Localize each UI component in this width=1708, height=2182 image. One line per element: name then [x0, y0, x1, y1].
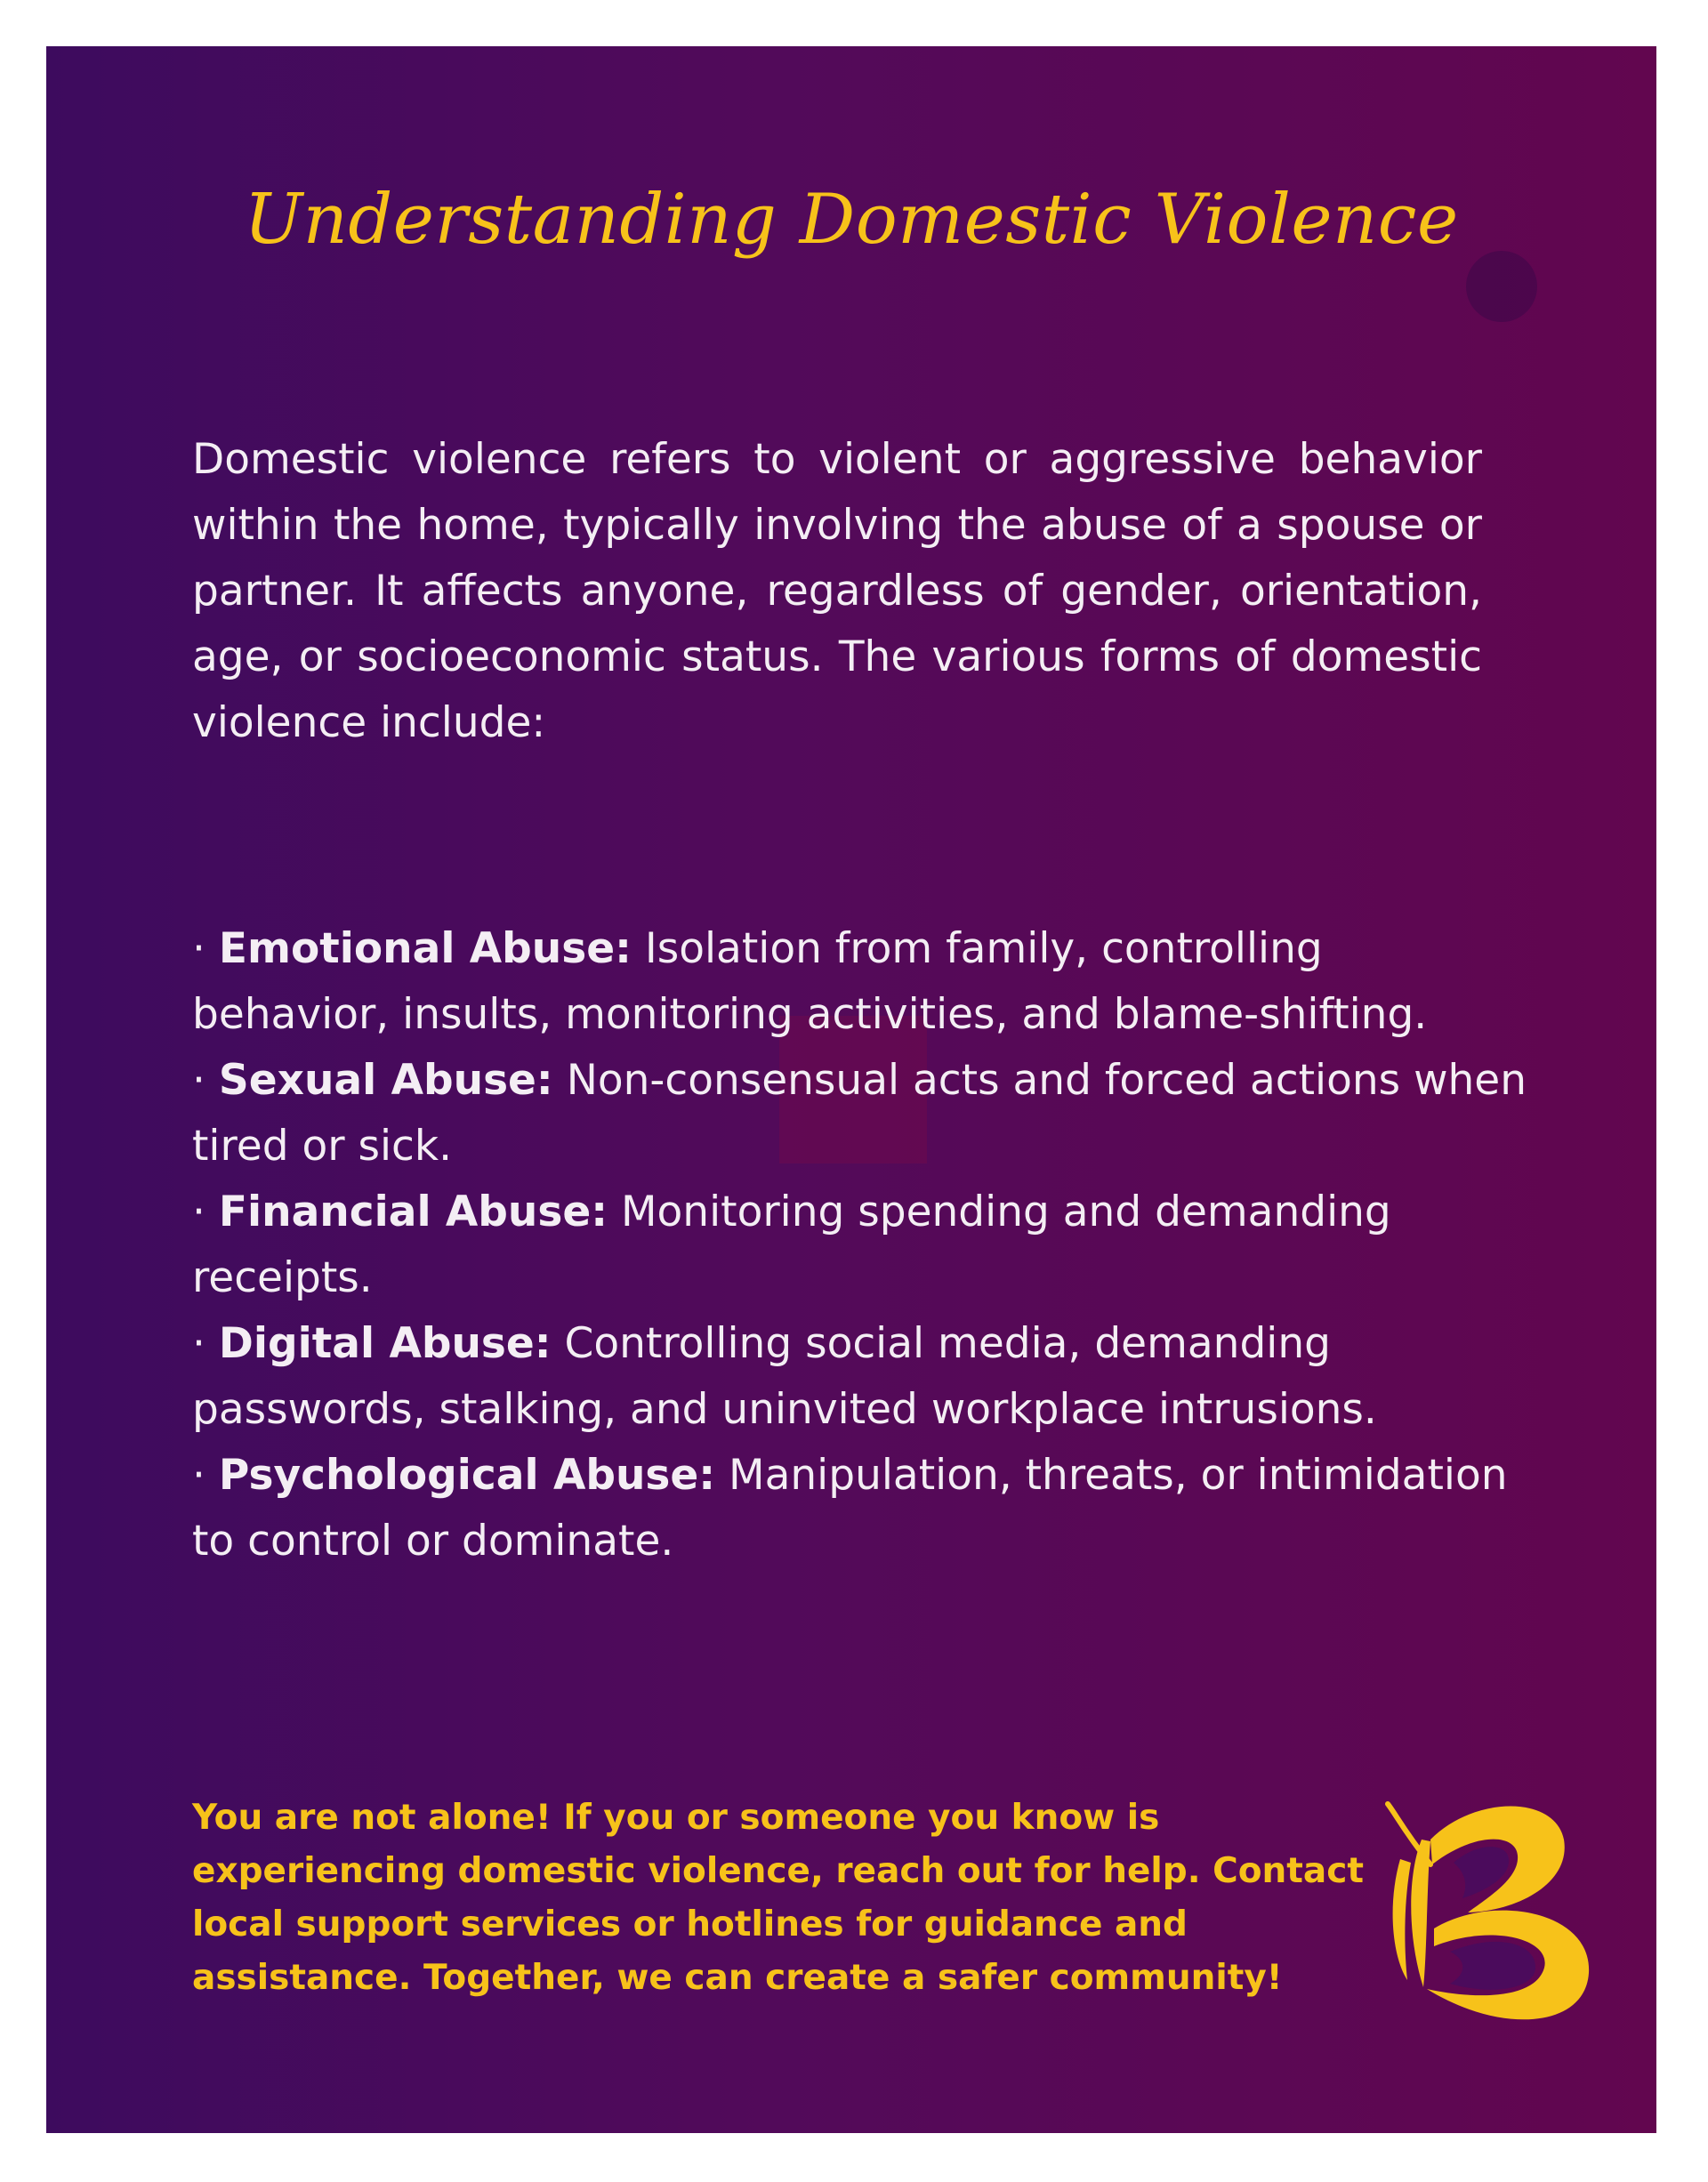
bullet: · — [192, 1056, 205, 1105]
list-item — [192, 916, 1527, 1048]
list-item-term: Financial Abuse: — [218, 1188, 608, 1236]
list-item — [192, 1180, 1527, 1311]
poster — [46, 46, 1656, 2133]
list-item-term: Sexual Abuse: — [218, 1056, 553, 1105]
list-item-text: Isolation from family, controlling behavior, insults, monitoring activities, and blame-shifting. — [192, 924, 1428, 1039]
bullet: · — [192, 1451, 205, 1500]
list-item — [192, 1443, 1527, 1574]
list-item-term: Psychological Abuse: — [218, 1451, 716, 1500]
bullet: · — [192, 1188, 205, 1236]
intro-paragraph: Domestic violence refers to violent or aggressive behavior within the home, typically involving the abuse of a spouse or partner. It affects anyone, regardless of gender, orientation, age, or socioeconomic status. The various forms of domestic violence include: — [192, 435, 1482, 747]
list-item-text: Manipulation, threats, or intimidation to control or dominate. — [192, 1451, 1508, 1566]
list-item-text: Controlling social media, demanding passwords, stalking, and uninvited workplace intrusions. — [192, 1319, 1377, 1434]
list-item-text: Monitoring spending and demanding receipts. — [192, 1188, 1391, 1302]
list-item — [192, 1048, 1527, 1180]
list-item-term: Digital Abuse: — [218, 1319, 552, 1368]
decorative-dot — [1466, 251, 1537, 322]
bullet: · — [192, 1319, 205, 1368]
list-item-text: Non-consensual acts and forced actions when tired or sick. — [192, 1056, 1527, 1171]
list-item — [192, 1311, 1527, 1443]
list-item-term: Emotional Abuse: — [218, 924, 632, 973]
butterfly-icon — [1368, 1777, 1599, 2044]
call-to-action: You are not alone! If you or someone you know is experiencing domestic violence, reach out for help. Contact local support services or hotlines for guidance and assistance. Together, we can create a safer community! — [192, 1798, 1364, 1998]
bullet: · — [192, 924, 205, 973]
abuse-types-list — [192, 916, 1527, 1574]
poster-title: Understanding Domestic Violence — [244, 180, 1459, 260]
